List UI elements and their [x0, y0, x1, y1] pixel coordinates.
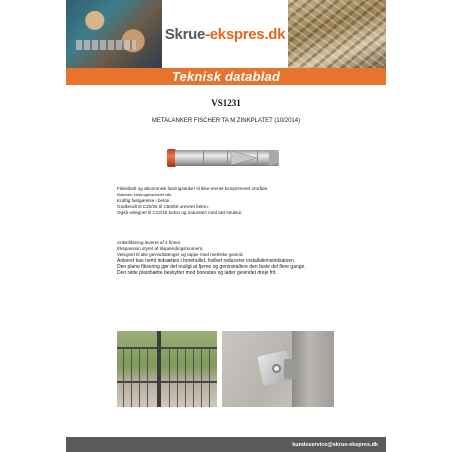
- logo-area: [162, 0, 288, 68]
- feature-line: Godkendt til C20/25 til C50/60 urevnet beton.: [117, 204, 209, 209]
- product-code: VS1231: [211, 98, 241, 108]
- customer-service-email[interactable]: kundeservice@skrue-ekspres.dk: [292, 441, 378, 448]
- feature-line: Ankeret kan nemt indsættes i borehullet, hvilket reducerer installationsindsatsen.: [117, 258, 296, 264]
- header-photo-screws: [288, 0, 386, 68]
- features-block-2: [117, 240, 306, 276]
- anchor-product-image: [165, 145, 285, 171]
- feature-line: Velegnet til alle gevindstænger og tappe med metriske gevind.: [117, 252, 244, 257]
- logo-text-primary: Skrue: [164, 25, 206, 43]
- feature-line: Ankerlåsning leveret af 2 finner.: [117, 240, 182, 245]
- features-block-1: [117, 186, 268, 216]
- header-photo-tools: [66, 0, 162, 68]
- feature-line: Materiale: elektrogalvaniseret stål.: [117, 193, 172, 197]
- feature-line: Ekspansion styret af tilspændingsmoment.: [117, 246, 204, 251]
- header-banner: [66, 0, 386, 68]
- feature-line: Også velegnet til C12/15 beton og natursten med tæt struktur.: [117, 210, 243, 215]
- brand-logo[interactable]: [165, 26, 285, 43]
- footer-bar: [66, 437, 386, 452]
- feature-line: Fleksibelt og økonomisk fatningsanker til ikke-revnet komprimeret område.: [117, 186, 269, 191]
- page-title: Teknisk datablad: [171, 69, 281, 84]
- product-name: METALANKER FISCHER TA M ZINKPLATET (10/2014): [151, 118, 301, 124]
- logo-text-secondary: -ekspres.dk: [205, 25, 286, 43]
- application-photo-bracket: [222, 331, 334, 407]
- application-photo-railing: [117, 331, 217, 407]
- title-bar: [66, 68, 386, 85]
- feature-line: Kraftig fastgørelse i beton.: [117, 198, 171, 203]
- bolt-icon: [272, 364, 281, 373]
- feature-line: Den plane fiksering gør det muligt at fjerne og geninstallere den faste del flere gange.: [117, 264, 306, 270]
- feature-line: Den røde plasthætte beskytter mod borestøv og lader gevindet dreje frit.: [117, 270, 277, 276]
